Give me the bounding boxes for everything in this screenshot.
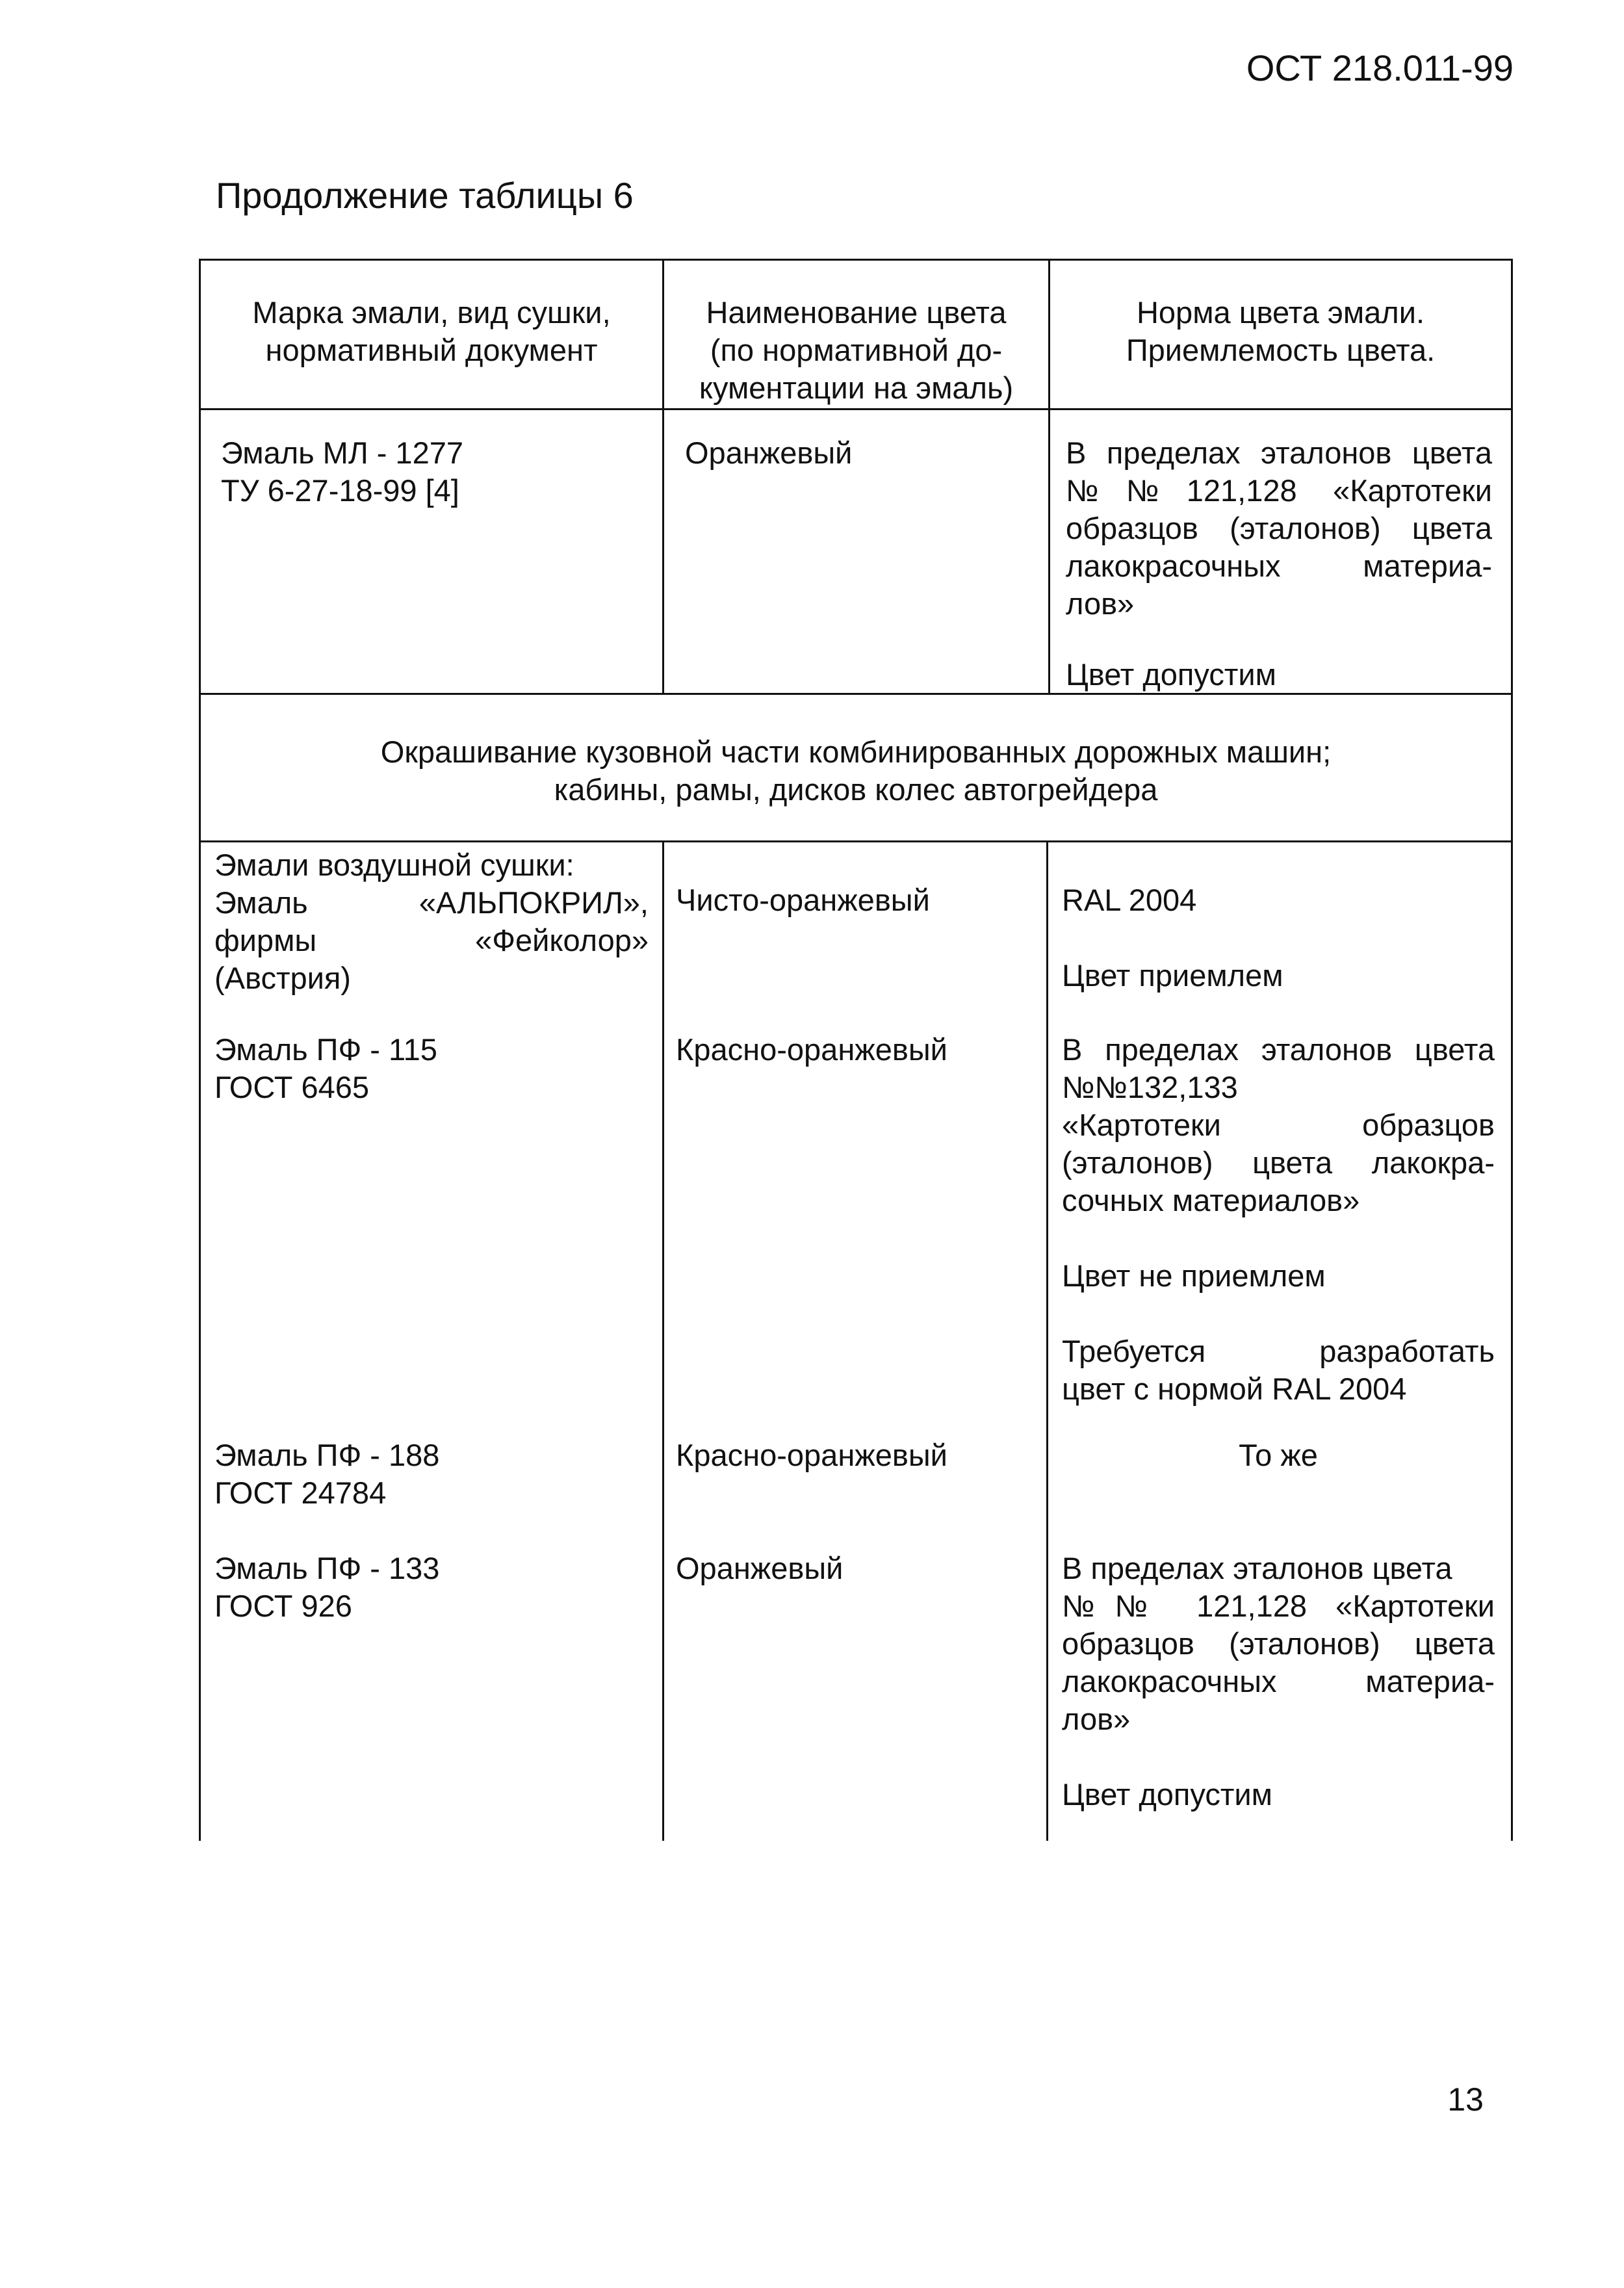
row1-norm-line: №№121,128 «Картотеки [1066,473,1492,508]
row3-norm-line: В пределах эталонов цвета [1062,1032,1495,1067]
row1-acceptability: Цвет допустим [1066,657,1276,692]
row3-brand-line: ГОСТ 6465 [214,1070,370,1104]
row1-brand [221,434,650,510]
column-divider-1-lower [662,840,664,1841]
row3-norm-line: «Картотеки образцов [1062,1108,1495,1142]
row4-brand [214,1436,649,1512]
header-color-line: (по нормативной до- [710,333,1003,367]
table-left-border [199,259,201,1841]
row2-brand-line: (Австрия) [214,961,351,995]
row3-norm-line: №№132,133 [1062,1070,1238,1104]
row4-brand-line: ГОСТ 24784 [214,1476,387,1510]
row5-brand-line: ГОСТ 926 [214,1589,352,1623]
column-divider-2 [1048,259,1050,695]
row5-norm-line: лакокрасочных материа- [1062,1664,1495,1698]
header-brand-line: Марка эмали, вид сушки, [252,295,611,330]
row5-norm-line: №№ 121,128 «Картотеки [1062,1589,1495,1623]
row1-brand-line: Эмаль МЛ - 1277 [221,436,463,470]
column-divider-1 [662,259,664,695]
table-top-border [199,259,1513,261]
header-brand-line: нормативный документ [265,333,598,367]
header-color-line: кументации на эмаль) [699,370,1014,405]
row2-norm [1062,881,1495,994]
row3-norm-line: сочных материалов» [1062,1183,1360,1217]
page-number: 13 [1447,2081,1484,2118]
row4-brand-line: Эмаль ПФ - 188 [214,1438,440,1472]
row2-norm-value: RAL 2004 [1062,883,1197,917]
row1-norm-line: образцов (эталонов) цвета [1066,511,1492,545]
header-cell-color-norm [1052,294,1509,369]
row1-norm [1066,434,1492,694]
row3-norm-line: (эталонов) цвета лакокра- [1062,1145,1495,1180]
section-title [203,733,1509,809]
row5-color: Оранжевый [676,1551,844,1585]
header-bottom-border [199,408,1513,410]
row5-norm-line: В пределах эталонов цвета [1062,1551,1452,1585]
header-norm-line: Приемлемость цвета. [1126,333,1436,367]
row3-acceptability: Цвет не приемлем [1062,1258,1326,1293]
header-cell-color-name [666,294,1046,407]
section-bottom-border [199,840,1513,842]
header-color-line: Наименование цвета [706,295,1007,330]
row2-brand-line: Эмаль «АЛЬПОКРИЛ», [214,885,649,920]
row2-acceptability: Цвет приемлем [1062,958,1283,993]
row4-norm: То же [1239,1438,1318,1472]
row3-brand-line: Эмаль ПФ - 115 [214,1032,437,1067]
row5-brand [214,1550,649,1625]
section-title-line: Окрашивание кузовной части комбинированных дорожных машин; [380,734,1332,769]
table-right-border [1511,259,1513,1841]
row5-norm-line: лов» [1062,1702,1131,1736]
row1-color: Оранжевый [685,436,853,470]
row5-norm [1062,1550,1495,1814]
document-code: ОСТ 218.011-99 [1246,47,1514,88]
row5-acceptability: Цвет допустим [1062,1777,1272,1812]
row2-brand-line: фирмы «Фейколор» [214,923,649,957]
row1-brand-line: ТУ 6-27-18-99 [4] [221,473,459,508]
row1-norm-line: лов» [1066,586,1135,621]
row2-brand [214,846,649,997]
row1-norm-line: лакокрасочных материа- [1066,549,1492,583]
row2-color: Чисто-оранжевый [676,883,930,917]
row3-color: Красно-оранжевый [676,1032,947,1067]
row3-requirement-line: цвет с нормой RAL 2004 [1062,1372,1407,1406]
row1-norm-line: В пределах эталонов цвета [1066,436,1492,470]
header-norm-line: Норма цвета эмали. [1136,295,1425,330]
row5-norm-line: образцов (эталонов) цвета [1062,1626,1495,1661]
section-title-line: кабины, рамы, дисков колес автогрейдера [554,772,1158,807]
header-cell-brand [203,294,660,369]
row2-brand-line: Эмали воздушной сушки: [214,848,574,882]
row4-color: Красно-оранжевый [676,1438,947,1472]
column-divider-2-lower [1046,840,1048,1841]
table-caption: Продолжение таблицы 6 [216,175,634,216]
row5-brand-line: Эмаль ПФ - 133 [214,1551,440,1585]
row3-requirement-line: Требуется разработать [1062,1334,1495,1368]
row3-norm [1062,1031,1495,1408]
row3-brand [214,1031,649,1106]
